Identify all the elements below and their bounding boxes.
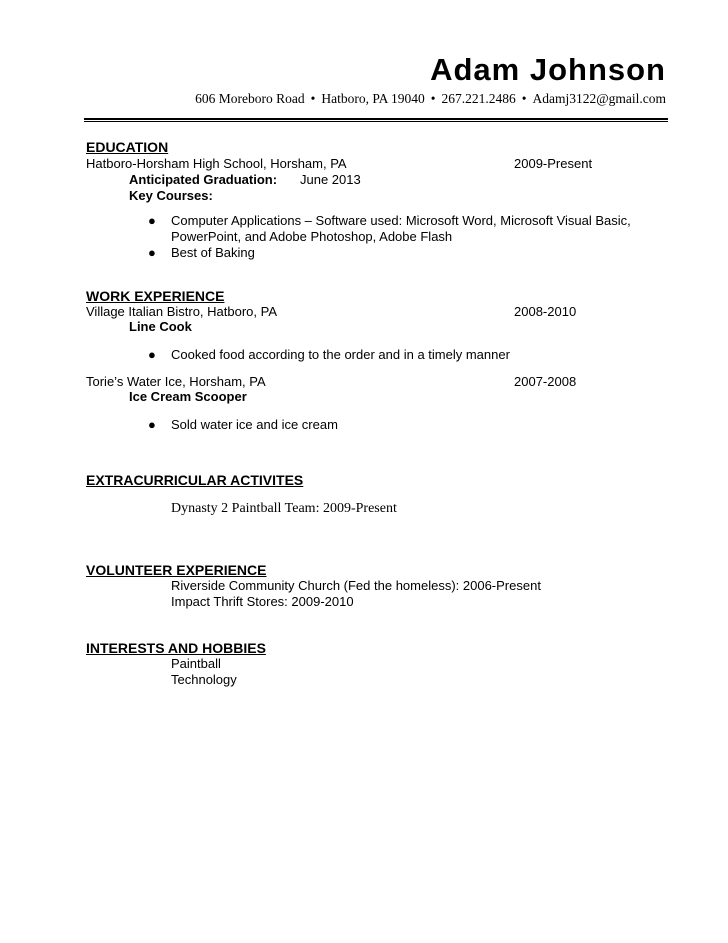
graduation-label: Anticipated Graduation: [129, 172, 278, 187]
volunteer-heading: VOLUNTEER EXPERIENCE [86, 562, 267, 578]
address: 606 Moreboro Road [195, 91, 305, 106]
email: Adamj3122@gmail.com [532, 91, 666, 106]
key-courses-label: Key Courses: [129, 188, 213, 203]
phone: 267.221.2486 [441, 91, 516, 106]
work-heading: WORK EXPERIENCE [86, 288, 225, 304]
city-state-zip: Hatboro, PA 19040 [321, 91, 425, 106]
bullet-icon: ● [148, 213, 156, 228]
job-title: Ice Cream Scooper [129, 389, 247, 404]
job-title: Line Cook [129, 319, 192, 334]
interest-item: Paintball [171, 656, 221, 671]
education-heading: EDUCATION [86, 139, 169, 155]
separator-dot: • [521, 91, 527, 106]
bullet-icon: ● [148, 417, 156, 432]
bullet-icon: ● [148, 347, 156, 362]
bullet-icon: ● [148, 245, 156, 260]
volunteer-item: Impact Thrift Stores: 2009-2010 [171, 594, 354, 609]
separator-dot: • [430, 91, 436, 106]
course-item-continued: PowerPoint, and Adobe Photoshop, Adobe Flash [171, 229, 453, 244]
interest-item: Technology [171, 672, 237, 687]
education-dates: 2009-Present [514, 156, 593, 171]
job-employer: Torie’s Water Ice, Horsham, PA [86, 374, 266, 389]
job-dates: 2007-2008 [514, 374, 577, 389]
separator-dot: • [310, 91, 316, 106]
resume-name: Adam Johnson [430, 52, 666, 87]
extracurricular-heading: EXTRACURRICULAR ACTIVITES [86, 472, 304, 488]
header-divider [84, 118, 668, 122]
volunteer-item: Riverside Community Church (Fed the homeless): 2006-Present [171, 578, 541, 593]
contact-line [195, 91, 666, 107]
course-item: Best of Baking [171, 245, 255, 260]
education-school: Hatboro-Horsham High School, Horsham, PA [86, 156, 347, 171]
graduation-value: June 2013 [300, 172, 361, 187]
course-item: Computer Applications – Software used: Microsoft Word, Microsoft Visual Basic, [171, 213, 631, 228]
job-bullet: Sold water ice and ice cream [171, 417, 338, 432]
job-dates: 2008-2010 [514, 304, 577, 319]
interests-heading: INTERESTS AND HOBBIES [86, 640, 266, 656]
job-bullet: Cooked food according to the order and in a timely manner [171, 347, 510, 362]
job-employer: Village Italian Bistro, Hatboro, PA [86, 304, 278, 319]
extracurricular-item: Dynasty 2 Paintball Team: 2009-Present [171, 501, 397, 516]
